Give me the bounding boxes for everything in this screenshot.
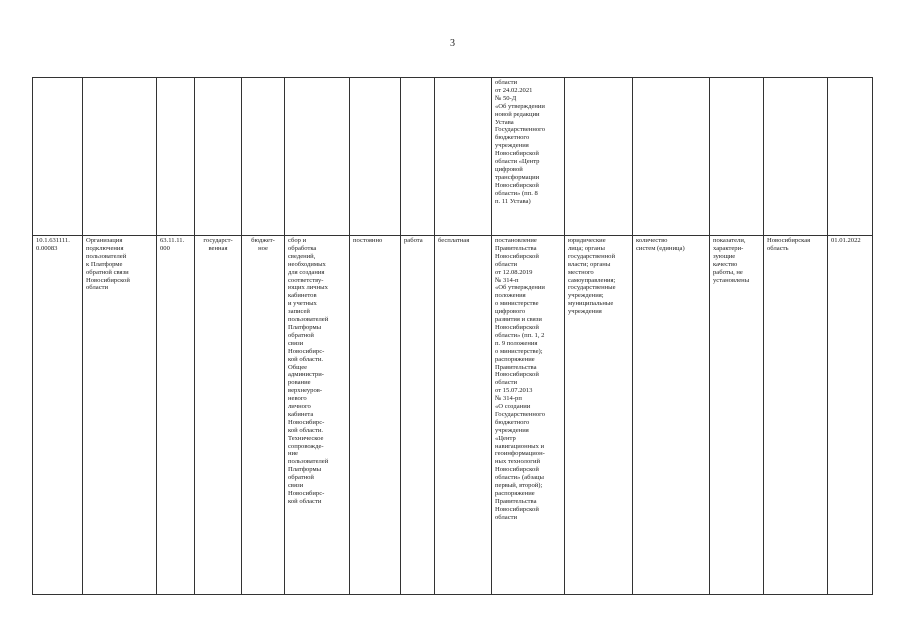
row1-quality-cell — [710, 78, 764, 236]
row2-region-cell: Новосибирская область — [764, 236, 828, 595]
row1-region-cell — [764, 78, 828, 236]
row1-date-cell — [828, 78, 873, 236]
row1-periodicity-cell — [350, 78, 401, 236]
registry-table — [32, 77, 873, 595]
row2-consumers-cell: юридические лица; органы государственной власти; органы местного самоуправления; государственные учреждения; муниципальные учреждения — [565, 236, 633, 595]
row1-name-cell — [83, 78, 157, 236]
row2-payment-cell: бесплатная — [435, 236, 492, 595]
row2-code-cell: 10.1.631111. 0.00083 — [33, 236, 83, 595]
row2-volume-cell: количество систем (единица) — [633, 236, 710, 595]
row1-okved-cell — [157, 78, 195, 236]
row2-content-cell: сбор и обработка сведений, необходимых для создания соответству- ющих личных кабинетов и учетных записей пользователей Платформы обратной связи Новосибирс- кой области. Общее администри- рование верхнеуров- невого личного кабинета Новосибирс- кой области. Техническое сопровожде- ние пользователей Платформы обратной связи Новосибирс- кой области — [285, 236, 350, 595]
row2-type-cell: государст- венная — [195, 236, 242, 595]
page-number: 3 — [450, 38, 455, 49]
row2-date-cell: 01.01.2022 — [828, 236, 873, 595]
row1-content-cell — [285, 78, 350, 236]
row1-payment-cell — [435, 78, 492, 236]
row2-institution-cell: бюджет- ное — [242, 236, 285, 595]
row2-periodicity-cell: постоянно — [350, 236, 401, 595]
row1-type-cell — [195, 78, 242, 236]
row2-legal-basis-cell: постановление Правительства Новосибирской области от 12.08.2019 № 314-п «Об утверждении положения о министерстве цифрового развития и связи Новосибирской области» (пп. 1, 2 п. 9 положения о министерстве); распоряжение Правительства Новосибирской области от 15.07.2013 № 314-рп «О создании Государственного бюджетного учреждения «Центр навигационных и геоинформацион- ных технологий Новосибирской области» (абзацы первый, второй); распоряжение Правительства Новосибирской области — [492, 236, 565, 595]
table-row — [33, 236, 873, 595]
row1-code-cell — [33, 78, 83, 236]
row1-consumers-cell — [565, 78, 633, 236]
row1-institution-cell — [242, 78, 285, 236]
row1-kind-cell — [401, 78, 435, 236]
row2-kind-cell: работа — [401, 236, 435, 595]
row1-legal-basis-cell: области от 24.02.2021 № 50-Д «Об утверждении новой редакции Устава Государственного бюджетного учреждения Новосибирской области «Центр цифровой трансформации Новосибирской области» (пп. 8 п. 11 Устава) — [492, 78, 565, 236]
table-row — [33, 78, 873, 236]
row2-name-cell: Организация подключения пользователей к Платформе обратной связи Новосибирской области — [83, 236, 157, 595]
row2-quality-cell: показатели, характери- зующие качество работы, не установлены — [710, 236, 764, 595]
row1-volume-cell — [633, 78, 710, 236]
row2-okved-cell: 63.11.11. 000 — [157, 236, 195, 595]
